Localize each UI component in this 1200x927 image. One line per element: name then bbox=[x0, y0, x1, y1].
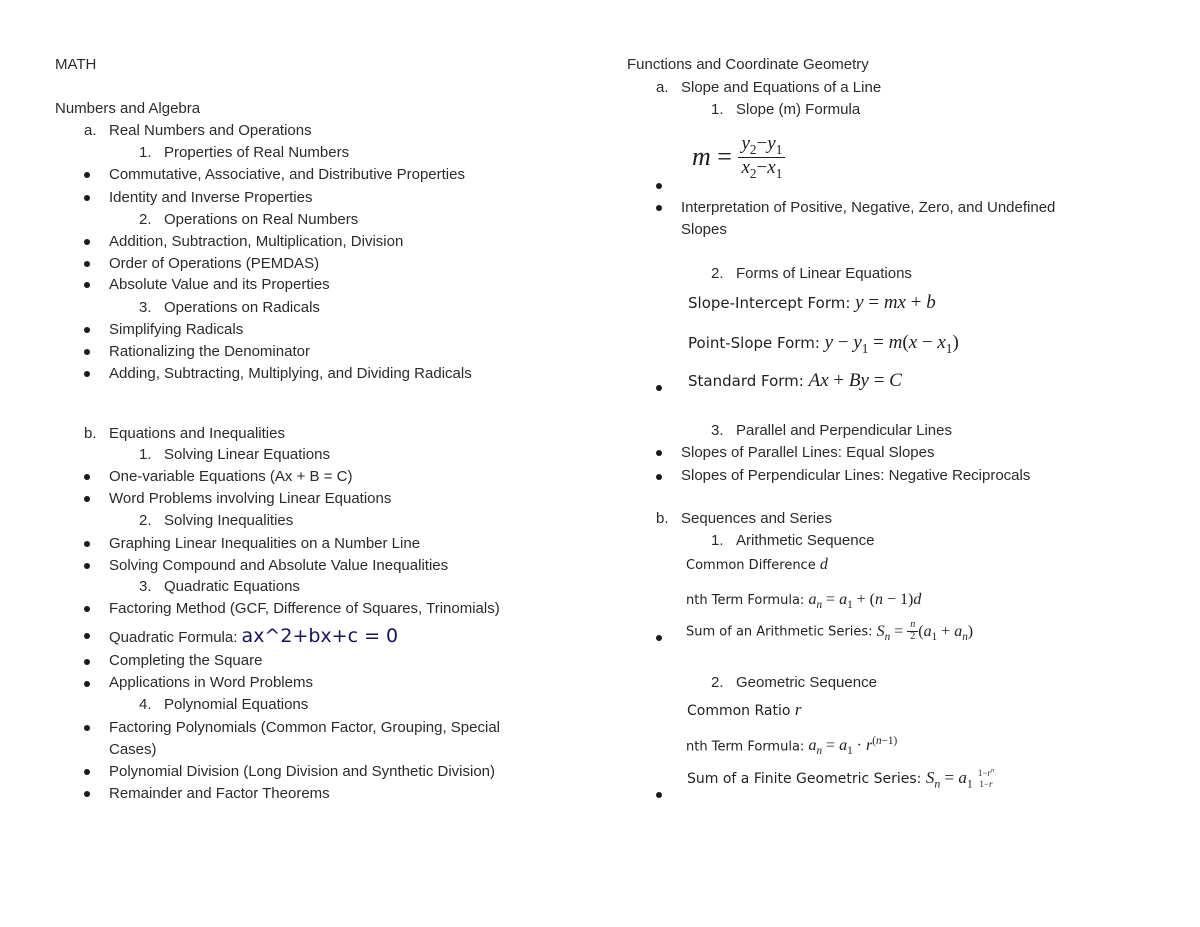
bullet bbox=[656, 474, 662, 480]
list-marker: b. bbox=[84, 425, 97, 442]
list-marker: 2. bbox=[139, 211, 152, 228]
list-item: Absolute Value and its Properties bbox=[109, 276, 330, 293]
list-item: Polynomial Division (Long Division and Synthetic Division) bbox=[109, 763, 496, 780]
list-item: Identity and Inverse Properties bbox=[109, 189, 313, 206]
point-slope-form: Point-Slope Form: $y - y_1 = m(x - x_1)$ bbox=[688, 332, 959, 356]
subsection-heading: Real Numbers and Operations bbox=[109, 122, 312, 139]
topic-heading: Parallel and Perpendicular Lines bbox=[736, 422, 952, 439]
bullet bbox=[656, 635, 662, 641]
list-item: Interpretation of Positive, Negative, Zero, and Undefined bbox=[681, 199, 1056, 216]
bullet bbox=[656, 385, 662, 391]
list-item: Factoring Polynomials (Common Factor, Grouping, Special bbox=[109, 719, 500, 736]
bullet bbox=[84, 172, 90, 178]
bullet bbox=[84, 681, 90, 687]
list-marker: 3. bbox=[139, 299, 152, 316]
quadratic-formula-label: Quadratic Formula: bbox=[109, 629, 242, 646]
list-item: Slopes of Perpendicular Lines: Negative Reciprocals bbox=[681, 467, 1031, 484]
bullet bbox=[84, 349, 90, 355]
slope-intercept-form: Slope-Intercept Form: y = mx + b bbox=[688, 292, 936, 313]
list-marker: 1. bbox=[711, 532, 724, 549]
bullet bbox=[84, 606, 90, 612]
topic-heading: Geometric Sequence bbox=[736, 674, 877, 691]
bullet bbox=[84, 371, 90, 377]
subsection-heading: Slope and Equations of a Line bbox=[681, 79, 882, 96]
list-item-continuation: Slopes bbox=[681, 221, 727, 238]
topic-heading: Polynomial Equations bbox=[164, 696, 309, 713]
list-item-continuation: Cases) bbox=[109, 741, 157, 758]
common-ratio: Common Ratio r bbox=[687, 700, 802, 719]
bullet bbox=[84, 725, 90, 731]
arithmetic-sum: Sum of an Arithmetic Series: $S_n$ = $\frac{n}{2}$ $(a_1 + a_n)$ bbox=[686, 619, 974, 643]
list-item: Factoring Method (GCF, Difference of Squares, Trinomials) bbox=[109, 600, 500, 617]
bullet bbox=[84, 239, 90, 245]
quadratic-formula-value: ax^2+bx+c = 0 bbox=[241, 625, 399, 647]
list-marker: 1. bbox=[139, 144, 152, 161]
slope-formula: m = $\frac{y_2-y_1}{x_2-x_1}$ bbox=[692, 134, 785, 181]
standard-form: Standard Form: Ax + By = C bbox=[688, 370, 902, 391]
list-marker: 2. bbox=[711, 265, 724, 282]
section-heading-numbers-algebra: Numbers and Algebra bbox=[55, 100, 201, 117]
topic-heading: Operations on Real Numbers bbox=[164, 211, 359, 228]
topic-heading: Slope (m) Formula bbox=[736, 101, 861, 118]
topic-heading: Properties of Real Numbers bbox=[164, 144, 350, 161]
subsection-heading: Sequences and Series bbox=[681, 510, 832, 527]
bullet bbox=[84, 261, 90, 267]
list-item: Slopes of Parallel Lines: Equal Slopes bbox=[681, 444, 935, 461]
common-difference-label: Common Difference bbox=[686, 558, 820, 573]
standard-form-label: Standard Form: bbox=[688, 372, 809, 390]
arithmetic-sum-label: Sum of an Arithmetic Series: bbox=[686, 624, 877, 640]
list-marker: a. bbox=[84, 122, 97, 139]
list-marker: a. bbox=[656, 79, 669, 96]
bullet bbox=[656, 450, 662, 456]
list-item: Remainder and Factor Theorems bbox=[109, 785, 330, 802]
bullet bbox=[84, 659, 90, 665]
arithmetic-nth-term-label: nth Term Formula: bbox=[686, 593, 809, 608]
list-item: Graphing Linear Inequalities on a Number Line bbox=[109, 535, 421, 552]
list-item: Commutative, Associative, and Distributive Properties bbox=[109, 166, 465, 183]
topic-heading: Solving Linear Equations bbox=[164, 446, 330, 463]
list-item-quadratic-formula bbox=[109, 624, 398, 650]
bullet bbox=[84, 791, 90, 797]
common-difference: Common Difference d bbox=[686, 556, 828, 573]
list-item: Adding, Subtracting, Multiplying, and Dividing Radicals bbox=[109, 365, 472, 382]
topic-heading: Forms of Linear Equations bbox=[736, 265, 912, 282]
common-ratio-label: Common Ratio bbox=[687, 703, 795, 719]
list-item: Addition, Subtraction, Multiplication, Division bbox=[109, 233, 404, 250]
point-slope-label: Point-Slope Form: bbox=[688, 334, 825, 352]
list-item: Applications in Word Problems bbox=[109, 674, 313, 691]
list-item: Solving Compound and Absolute Value Inequalities bbox=[109, 557, 449, 574]
bullet bbox=[656, 792, 662, 798]
bullet bbox=[84, 563, 90, 569]
bullet bbox=[656, 205, 662, 211]
doc-title: MATH bbox=[55, 56, 97, 73]
list-item: Word Problems involving Linear Equations bbox=[109, 490, 392, 507]
list-item: Rationalizing the Denominator bbox=[109, 343, 310, 360]
list-marker: 1. bbox=[139, 446, 152, 463]
topic-heading: Arithmetic Sequence bbox=[736, 532, 875, 549]
bullet bbox=[84, 282, 90, 288]
list-item: Simplifying Radicals bbox=[109, 321, 244, 338]
list-marker: 2. bbox=[711, 674, 724, 691]
arithmetic-nth-term: nth Term Formula: $a_n = a_1 + (n - 1)d$ bbox=[686, 591, 922, 612]
bullet bbox=[656, 183, 662, 189]
subsection-heading: Equations and Inequalities bbox=[109, 425, 285, 442]
bullet bbox=[84, 633, 90, 639]
list-marker: 1. bbox=[711, 101, 724, 118]
geometric-sum: Sum of a Finite Geometric Series: $S_n = a_1$ $1-r^n$ 1−r bbox=[687, 767, 995, 791]
section-heading-functions-geometry: Functions and Coordinate Geometry bbox=[627, 56, 869, 73]
bullet bbox=[84, 541, 90, 547]
list-item: One-variable Equations (Ax + B = C) bbox=[109, 468, 353, 485]
bullet bbox=[84, 327, 90, 333]
slope-intercept-label: Slope-Intercept Form: bbox=[688, 294, 856, 312]
bullet bbox=[84, 474, 90, 480]
list-marker: 3. bbox=[139, 578, 152, 595]
list-item: Order of Operations (PEMDAS) bbox=[109, 255, 320, 272]
bullet bbox=[84, 195, 90, 201]
bullet bbox=[84, 496, 90, 502]
list-marker: 3. bbox=[711, 422, 724, 439]
list-marker: 4. bbox=[139, 696, 152, 713]
list-item: Completing the Square bbox=[109, 652, 263, 669]
geometric-nth-term-label: nth Term Formula: bbox=[686, 739, 809, 755]
bullet bbox=[84, 769, 90, 775]
topic-heading: Solving Inequalities bbox=[164, 512, 294, 529]
topic-heading: Operations on Radicals bbox=[164, 299, 320, 316]
list-marker: 2. bbox=[139, 512, 152, 529]
geometric-sum-label: Sum of a Finite Geometric Series: bbox=[687, 771, 926, 787]
topic-heading: Quadratic Equations bbox=[164, 578, 300, 595]
list-marker: b. bbox=[656, 510, 669, 527]
geometric-nth-term: nth Term Formula: $a_n = a_1 \cdot r^{(n-1)}$ bbox=[686, 735, 898, 758]
